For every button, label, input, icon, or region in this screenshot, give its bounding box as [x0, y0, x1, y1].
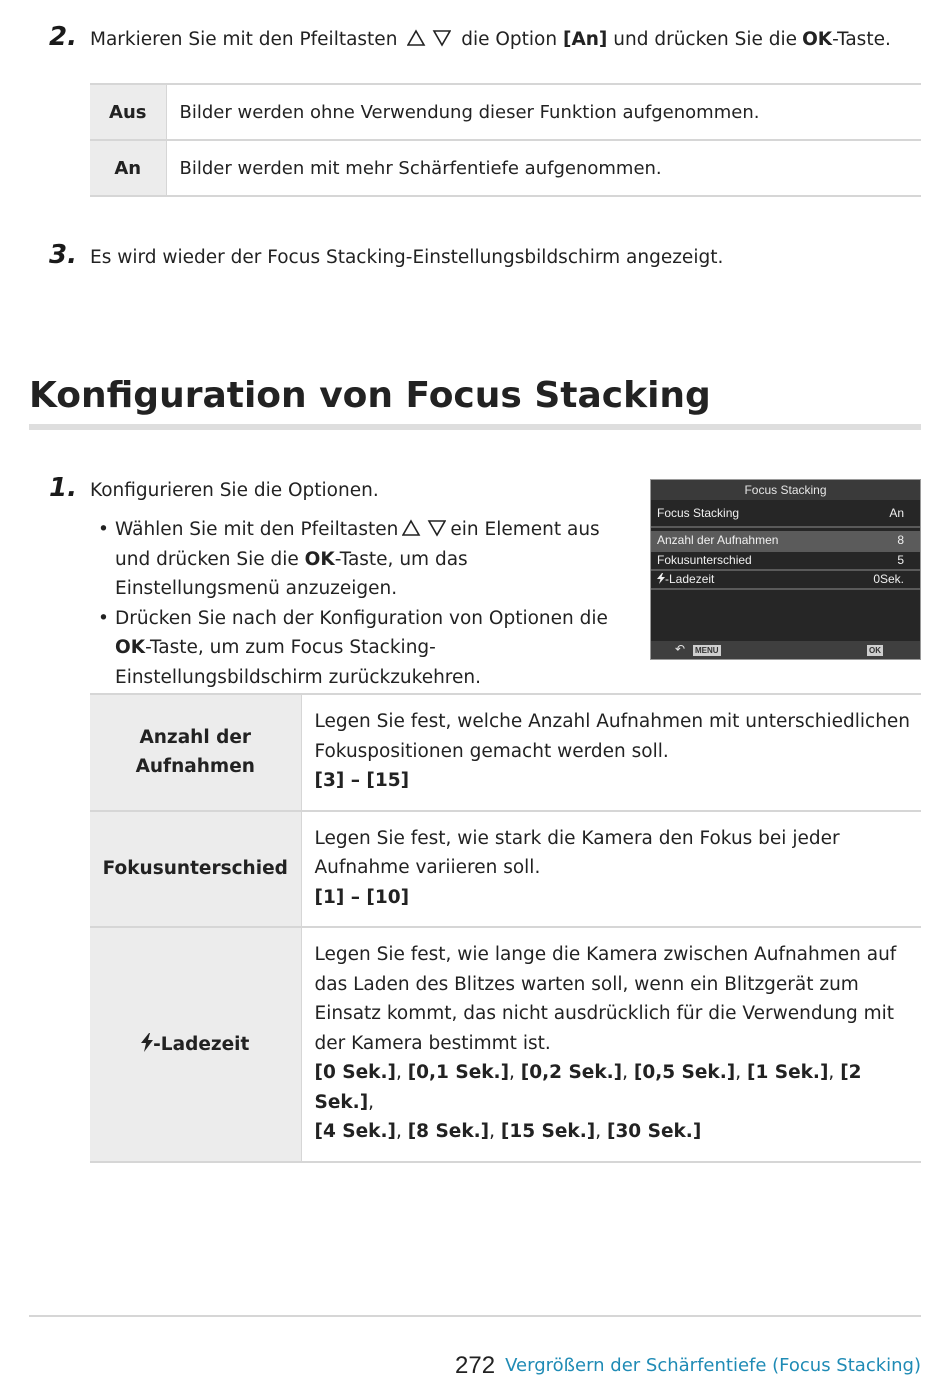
bullet-text: Drücken Sie nach der Konfiguration von Optionen die	[115, 607, 608, 629]
flash-icon	[141, 1033, 153, 1052]
step-text: und drücken Sie die	[613, 29, 798, 50]
camera-row-label-text: -Ladezeit	[665, 572, 715, 586]
camera-menu-row	[651, 570, 920, 589]
value-option: [0,5 Sek.]	[633, 1062, 736, 1083]
step-text: die Option	[461, 29, 558, 50]
value-option: [0 Sek.]	[314, 1062, 396, 1083]
option-key: An	[90, 140, 166, 196]
camera-row-label: Anzahl der Aufnahmen	[657, 533, 779, 547]
configuration-table	[90, 693, 921, 1163]
setting-name	[90, 927, 301, 1162]
ok-key-label: OK	[115, 637, 146, 658]
setting-description	[301, 811, 921, 928]
setting-name-text: -Ladezeit	[153, 1033, 250, 1055]
options-table	[90, 83, 921, 197]
setting-description	[301, 927, 921, 1162]
setting-name: Fokusunterschied	[90, 811, 301, 928]
bullet-text: ein Element aus und drücken Sie die	[115, 519, 600, 570]
setting-range: [3] – [15]	[314, 770, 410, 791]
option-name: [An]	[562, 29, 608, 50]
camera-menu-footer	[651, 641, 920, 659]
value-option: [8 Sek.]	[407, 1121, 490, 1142]
up-down-arrows-icon	[407, 29, 451, 47]
flash-icon	[657, 573, 665, 584]
table-row	[90, 811, 921, 928]
camera-menu-title: Focus Stacking	[651, 480, 920, 500]
table-row	[90, 84, 921, 140]
table-row	[90, 927, 921, 1162]
chapter-link[interactable]: Vergrößern der Schärfentiefe (Focus Stacking)	[505, 1355, 921, 1376]
camera-menu-row	[651, 504, 920, 523]
camera-row-value: An	[889, 506, 904, 520]
setting-description-text: Legen Sie fest, wie lange die Kamera zwischen Aufnahmen auf das Laden des Blitzes warten soll, wenn ein Blitzgerät zum Einsatz kommt, das nicht ausdrücklich für die Verwendung mit der Kamera bestimmt ist.	[314, 944, 897, 1054]
setting-description-text: Legen Sie fest, welche Anzahl Aufnahmen mit unterschiedlichen Fokuspositionen gemacht werden soll.	[314, 711, 911, 762]
camera-row-label: Fokusunterschied	[657, 553, 752, 567]
up-down-arrows-icon	[402, 519, 446, 537]
step-text: Markieren Sie mit den Pfeiltasten	[90, 29, 398, 50]
camera-row-value: 5	[897, 553, 904, 567]
back-arrow-icon: ↶	[675, 642, 686, 656]
section-heading: Konfiguration von Focus Stacking	[29, 375, 711, 416]
menu-button-badge: MENU	[695, 646, 719, 655]
instruction-list	[98, 515, 623, 692]
value-option: [15 Sek.]	[500, 1121, 596, 1142]
list-item	[98, 515, 623, 604]
heading-underline	[29, 424, 921, 430]
camera-menu-row-selected	[651, 531, 920, 550]
camera-row-value: 0Sek.	[873, 572, 904, 586]
camera-row-label	[657, 570, 714, 589]
step-number: 3.	[49, 240, 77, 270]
value-option: [0,1 Sek.]	[407, 1062, 510, 1083]
value-option: [0,2 Sek.]	[520, 1062, 623, 1083]
camera-menu-row	[651, 551, 920, 570]
setting-description-text: Legen Sie fest, wie stark die Kamera den Fokus bei jeder Aufnahme variieren soll.	[314, 827, 840, 878]
option-description: Bilder werden mit mehr Schärfentiefe aufgenommen.	[166, 140, 921, 196]
ok-button-badge: OK	[869, 646, 881, 655]
table-row	[90, 694, 921, 811]
bullet-text: -Taste, um das Einstellungsmenü anzuzeigen.	[115, 548, 468, 599]
setting-range: [1] – [10]	[314, 886, 410, 908]
step-instruction: Konfigurieren Sie die Optionen.	[90, 480, 379, 501]
bullet-text: -Taste, um zum Focus Stacking-Einstellungsbildschirm zurückzukehren.	[115, 637, 481, 688]
ok-key-label: OK	[304, 548, 335, 570]
step-text: -Taste.	[832, 29, 891, 50]
bullet-text: Wählen Sie mit den Pfeiltasten	[115, 519, 399, 540]
step-instruction: Es wird wieder der Focus Stacking-Einstellungsbildschirm angezeigt.	[90, 247, 724, 268]
value-option: [2 Sek.]	[314, 1062, 862, 1113]
camera-row-label: Focus Stacking	[657, 506, 740, 520]
setting-name	[90, 694, 301, 811]
camera-menu-screenshot	[650, 479, 921, 660]
list-item	[98, 604, 623, 693]
table-row	[90, 140, 921, 196]
camera-divider	[651, 526, 920, 528]
option-key: Aus	[90, 84, 166, 140]
setting-values: [0 Sek.], [0,1 Sek.], [0,2 Sek.], [0,5 Sek.], [1 Sek.], [2 Sek.], [4 Sek.], [8 Sek.], [15 Sek.], [30 Sek.]	[314, 1062, 862, 1142]
footer-divider	[29, 1315, 921, 1317]
page-number: 272	[455, 1352, 496, 1379]
setting-description	[301, 694, 921, 811]
setting-name-text: Anzahl der Aufnahmen	[135, 726, 255, 778]
step-number: 1.	[49, 473, 77, 503]
step-instruction	[90, 29, 891, 50]
camera-divider	[651, 588, 920, 590]
option-description: Bilder werden ohne Verwendung dieser Funktion aufgenommen.	[166, 84, 921, 140]
value-option: [1 Sek.]	[746, 1062, 829, 1083]
camera-row-value: 8	[897, 533, 904, 547]
ok-key-label: OK	[802, 29, 833, 50]
value-option: [30 Sek.]	[606, 1121, 702, 1142]
step-number: 2.	[49, 22, 77, 52]
value-option: [4 Sek.]	[314, 1121, 396, 1142]
